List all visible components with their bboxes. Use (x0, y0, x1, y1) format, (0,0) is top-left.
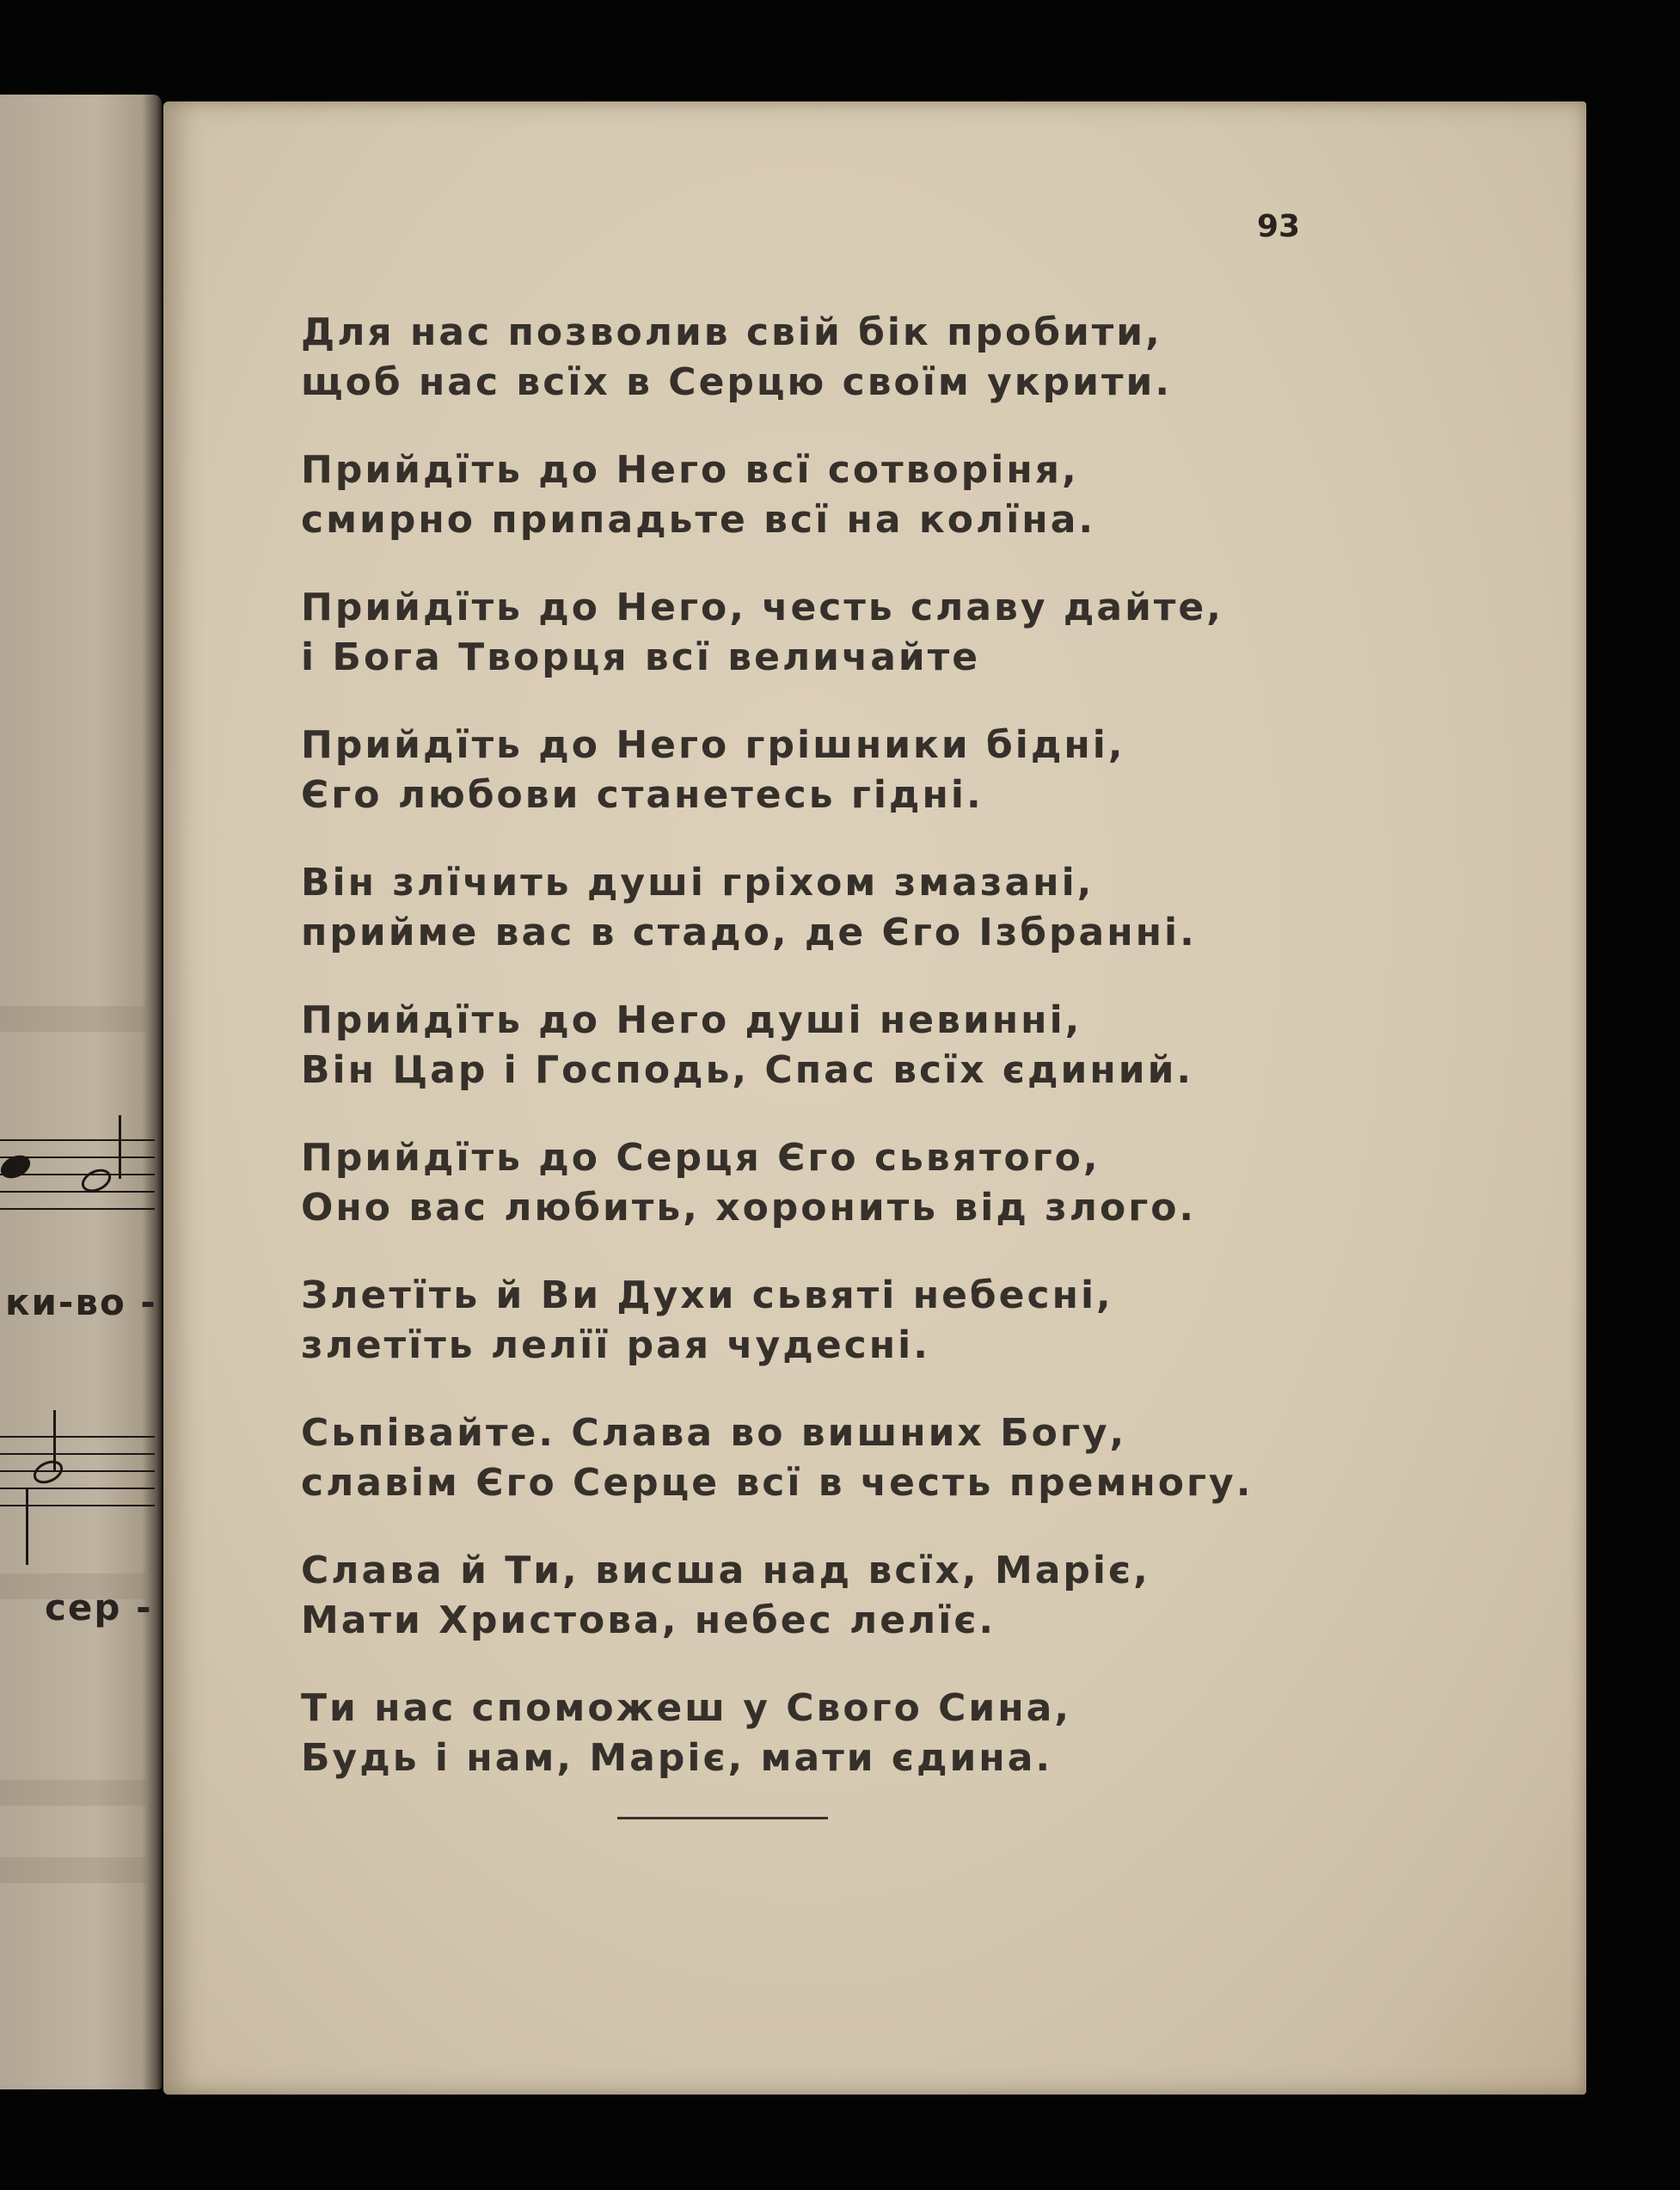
note-stem (119, 1115, 121, 1179)
staff-line (0, 1470, 155, 1472)
verse-line: Мати Христова, небес лелїє. (301, 1598, 996, 1642)
verse-line: злетїть лелїї рая чудесні. (301, 1323, 930, 1367)
verse-line: Прийдїть до Него грішники бідні, (301, 723, 1125, 767)
poem (301, 308, 1419, 1821)
note-stem (26, 1488, 28, 1565)
book-page (163, 101, 1586, 2095)
verse-line: і Бога Творця всї величайте (301, 635, 981, 679)
verse-line: славім Єго Серце всї в честь премногу. (301, 1461, 1254, 1505)
stanza (301, 996, 1419, 1095)
stanza (301, 1684, 1419, 1783)
previous-page-edge (0, 95, 162, 2089)
verse-line: Прийдїть до Него душі невинні, (301, 998, 1082, 1042)
bleed-through-mark (0, 1006, 146, 1032)
verse-line: Сьпівайте. Слава во вишних Богу, (301, 1411, 1127, 1455)
verse-line: Оно вас любить, хоронить від злого. (301, 1186, 1197, 1230)
note-head (30, 1457, 67, 1488)
closing-rule (617, 1817, 828, 1819)
verse-line: смирно припадьте всї на колїна. (301, 498, 1096, 542)
verse-line: Ти нас споможеш у Свого Сина, (301, 1686, 1072, 1730)
stanza (301, 1546, 1419, 1646)
verse-line: прийме вас в стадо, де Єго Ізбранні. (301, 911, 1197, 954)
stanza (301, 445, 1419, 545)
verse-line: щоб нас всїх в Серцю своїм укрити. (301, 360, 1173, 404)
music-staff-upper (0, 1139, 155, 1212)
staff-line (0, 1505, 155, 1506)
stanza (301, 1133, 1419, 1233)
lyric-syllable: ки-во - (5, 1281, 157, 1323)
staff-line (0, 1488, 155, 1489)
music-staff-lower (0, 1436, 155, 1508)
verse-line: Прийдїть до Него всї сотворіня, (301, 448, 1079, 492)
staff-line (0, 1191, 155, 1193)
bleed-through-mark (0, 1857, 146, 1883)
stanza (301, 1271, 1419, 1371)
staff-line (0, 1453, 155, 1455)
verse-line: Він Цар і Господь, Спас всїх єдиний. (301, 1048, 1194, 1092)
stanza (301, 1408, 1419, 1508)
verse-line: Єго любови станетесь гідні. (301, 773, 984, 817)
verse-line: Він злїчить душі гріхом змазані, (301, 861, 1094, 905)
verse-line: Для нас позволив свій бік пробити, (301, 310, 1162, 354)
bleed-through-mark (0, 1780, 146, 1806)
lyric-syllable: сер - (45, 1586, 153, 1629)
verse-line: Злетїть й Ви Духи сьвяті небесні, (301, 1273, 1113, 1317)
verse-line: Слава й Ти, висша над всїх, Маріє, (301, 1549, 1150, 1592)
stanza (301, 858, 1419, 958)
verse-line: Прийдїть до Серця Єго сьвятого, (301, 1136, 1101, 1180)
verse-line: Прийдїть до Него, честь славу дайте, (301, 586, 1223, 629)
page-number: 93 (1257, 209, 1301, 244)
staff-line (0, 1139, 155, 1141)
verse-line: Будь і нам, Маріє, мати єдина. (301, 1736, 1053, 1780)
staff-line (0, 1436, 155, 1438)
stanza (301, 721, 1419, 820)
stanza (301, 583, 1419, 683)
staff-line (0, 1208, 155, 1210)
stanza (301, 308, 1419, 408)
